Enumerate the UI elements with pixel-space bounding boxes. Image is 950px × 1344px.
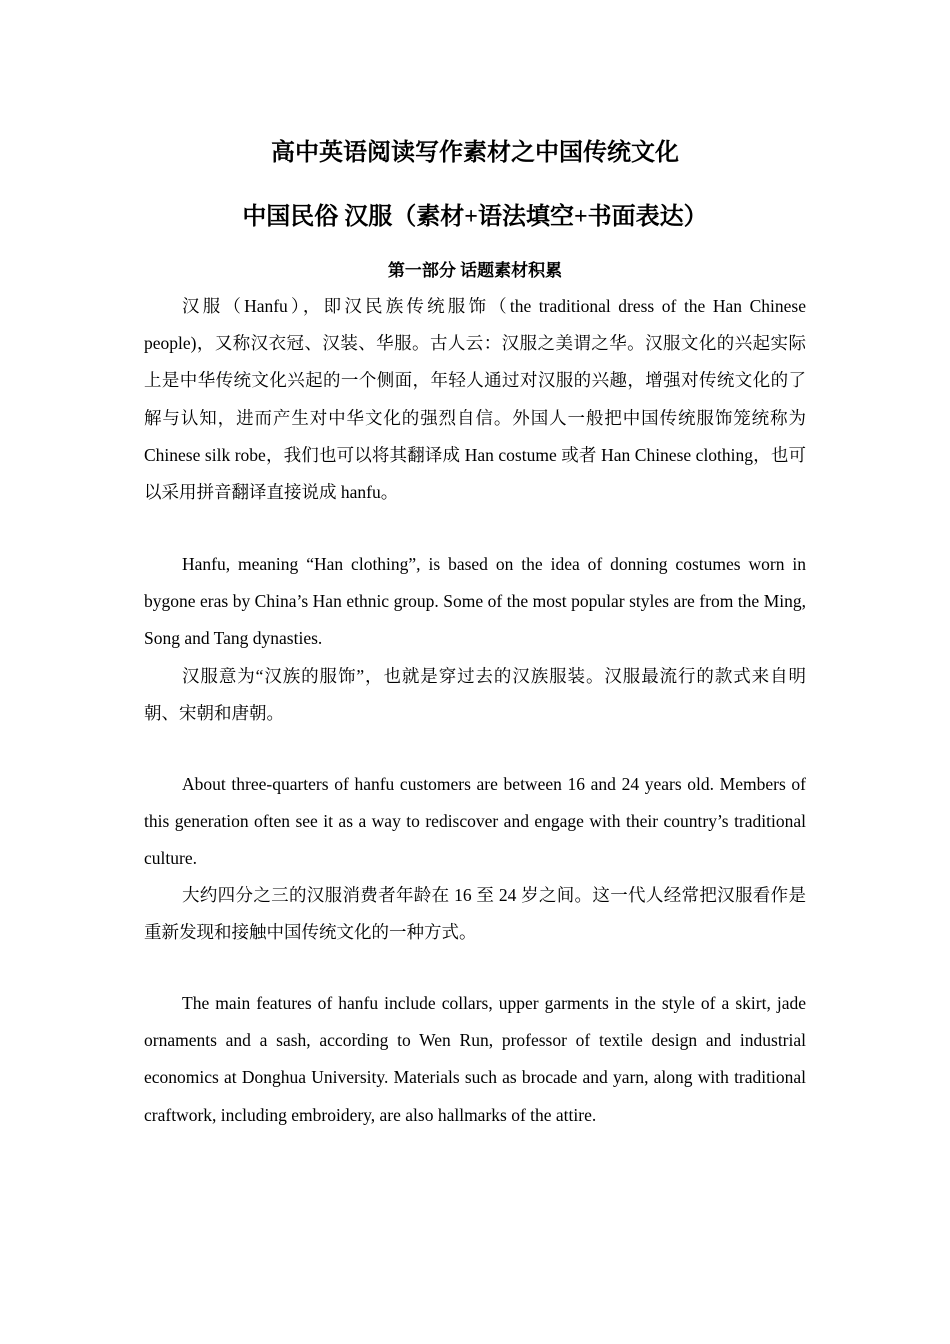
paragraph-hanfu-intro-zh: 汉服（Hanfu），即汉民族传统服饰（the traditional dress of the Han Chinese people)，又称汉衣冠、汉装、华服。古人云：汉服之美谓之华。汉服文化的兴起实际上是中华传统文化兴起的一个侧面，年轻人通过对汉服的兴趣，增强对传统文化的了解与认知，进而产生对中华文化的强烈自信。外国人一般把中国传统服饰笼统称为 Chinese silk robe，我们也可以将其翻译成 Han costume 或者 Han Chinese clothing，也可以采用拼音翻译直接说成 hanfu。 [144, 296, 806, 503]
paragraph-hanfu-meaning-en: Hanfu, meaning “Han clothing”, is based on the idea of donning costumes worn in bygone eras by China’s Han ethnic group. Some of the most popular styles are from the Ming, Song and Tang dynasties. [144, 554, 806, 649]
paragraph-features-en: The main features of hanfu include collars, upper garments in the style of a skirt, jade ornaments and a sash, according to Wen Run, professor of textile design and industrial economics at Donghua University. Materials such as brocade and yarn, along with traditional craftwork, including embroidery, are also hallmarks of the attire. [144, 993, 806, 1125]
paragraph-customers-en: About three-quarters of hanfu customers are between 16 and 24 years old. Members of this generation often see it as a way to rediscover and engage with their country’s traditional culture. [144, 774, 806, 869]
paragraph-hanfu-meaning-zh: 汉服意为“汉族的服饰”，也就是穿过去的汉族服装。汉服最流行的款式来自明朝、宋朝和唐朝。 [144, 666, 806, 724]
document-title: 高中英语阅读写作素材之中国传统文化 [271, 140, 679, 166]
section-heading: 第一部分 话题素材积累 [387, 261, 563, 280]
paragraph-customers-zh: 大约四分之三的汉服消费者年龄在 16 至 24 岁之间。这一代人经常把汉服看作是重新发现和接触中国传统文化的一种方式。 [144, 885, 806, 943]
document-subtitle: 中国民俗 汉服（素材+语法填空+书面表达） [242, 204, 708, 230]
